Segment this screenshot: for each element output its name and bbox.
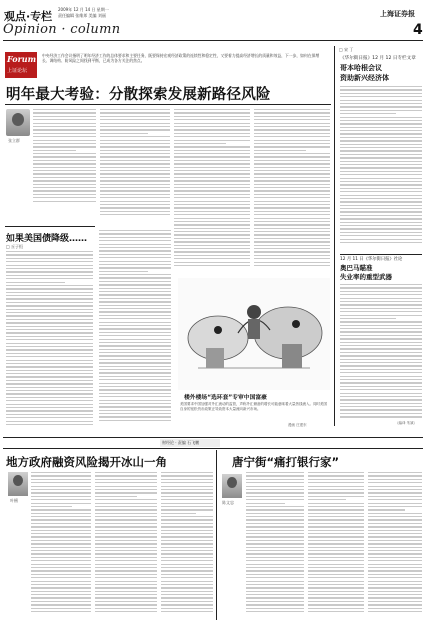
- right-sub-intro: 12 月 11 日《华尔街日报》社论: [340, 257, 403, 262]
- second-text-col-2: [99, 230, 171, 433]
- forum-label: Forum: [7, 54, 37, 64]
- right-footnote: （编译 朱斌）: [395, 421, 418, 425]
- page-number: 4: [413, 22, 423, 38]
- bottom-divider: [216, 450, 217, 620]
- bottom-right-text-col-2: [308, 472, 364, 620]
- right-title-line3: 资助新兴经济体: [340, 74, 389, 82]
- section-title: 观点·专栏: [4, 10, 53, 23]
- bottom-left-headline: 地方政府融资风险揭开冰山一角: [6, 455, 167, 469]
- forum-deck: 中央经济工作会议指明了明年经济工作的总体要求和主要任务，既要保持宏观经济政策的连续性和稳定性，又要着力提高经济增长的质量和效益，下一步，如何在保增长、调结构、防风险之间找到平衡，已成为各方关注的焦点。: [42, 53, 320, 64]
- forum-sublabel: 上证论坛: [7, 68, 28, 74]
- bottom-left-author: 叶檀: [10, 498, 18, 503]
- cartoon-caption: 美国要求中国加强对外汇流动的监管，声称外汇储备的增长可能意味着大量热钱流入。同时美国自身的宽松货币政策正导致资本大量流向新兴市场。: [180, 402, 327, 411]
- right-sub-title1: 奥巴马瞄准: [340, 264, 373, 272]
- lower-band-label-box: [160, 439, 220, 447]
- second-byline: □ 丘子恒: [6, 244, 24, 249]
- bottom-left-text-col-1: [31, 472, 91, 620]
- lead-text-col-4: [254, 109, 330, 275]
- bottom-right-author-photo: [222, 474, 242, 498]
- editor-line: 责任编辑 张维邦 美编 刘丽: [58, 13, 106, 18]
- lower-band-label: 财经论 · 责编 石飞鹏: [162, 440, 200, 445]
- forum-label-box: [5, 52, 37, 78]
- paper-name: 上海证券报: [380, 10, 415, 18]
- lower-band-rule: [3, 437, 423, 438]
- forum-band: [0, 52, 330, 78]
- right-title-line1: 《华尔街日报》12 月 12 日专栏文章: [340, 56, 416, 61]
- right-sub-title2: 失业率的重型武器: [340, 273, 392, 281]
- right-title-line2: 哥本哈根会议: [340, 64, 382, 72]
- bottom-left-text-col-3: [161, 472, 213, 620]
- bottom-right-text-col-1: [246, 472, 304, 620]
- cartoon-illustration: [178, 278, 330, 390]
- second-headline: 如果美国债降级……: [6, 234, 88, 244]
- cartoon-title: 楼外楼场“选环套”专审中国富豪: [184, 395, 267, 401]
- bottom-left-text-col-2: [95, 472, 157, 620]
- section-title-en: Opinion · column: [3, 22, 121, 37]
- right-column-mark: □ 宋 丁: [339, 47, 354, 52]
- masthead: [0, 0, 426, 42]
- lead-text-col-3: [174, 109, 250, 275]
- lead-text-col-2: [100, 109, 170, 224]
- author-photo: [6, 109, 30, 136]
- bottom-right-headline: 唐宁街“痛打银行家”: [232, 455, 340, 469]
- second-article-rule: [5, 226, 95, 227]
- right-column-divider: [334, 46, 335, 426]
- avatar: [12, 113, 24, 126]
- lead-text-col-1: [33, 109, 96, 209]
- second-text-col-1: [6, 251, 93, 433]
- bottom-right-author: 陈文忠: [222, 500, 234, 505]
- right-text-col-2: [340, 284, 422, 424]
- right-text-col-1: [340, 86, 422, 252]
- avatar: [13, 475, 23, 486]
- lower-band-rule-2: [3, 448, 423, 449]
- cartoon-credit: 漫画 庄建东: [288, 423, 307, 427]
- bottom-right-text-col-3: [368, 472, 422, 620]
- masthead-rule: [3, 40, 423, 41]
- date-line: 2009年 12 月 14 日 星期一: [58, 7, 109, 12]
- headline-rule: [5, 104, 331, 105]
- author-caption: 张立群: [8, 138, 20, 143]
- bottom-left-author-photo: [8, 472, 28, 496]
- right-sub-rule: [340, 254, 422, 255]
- avatar: [227, 477, 237, 488]
- lead-headline: 明年最大考验：分散探索发展新路径风险: [6, 87, 271, 103]
- cartoon: [178, 278, 330, 428]
